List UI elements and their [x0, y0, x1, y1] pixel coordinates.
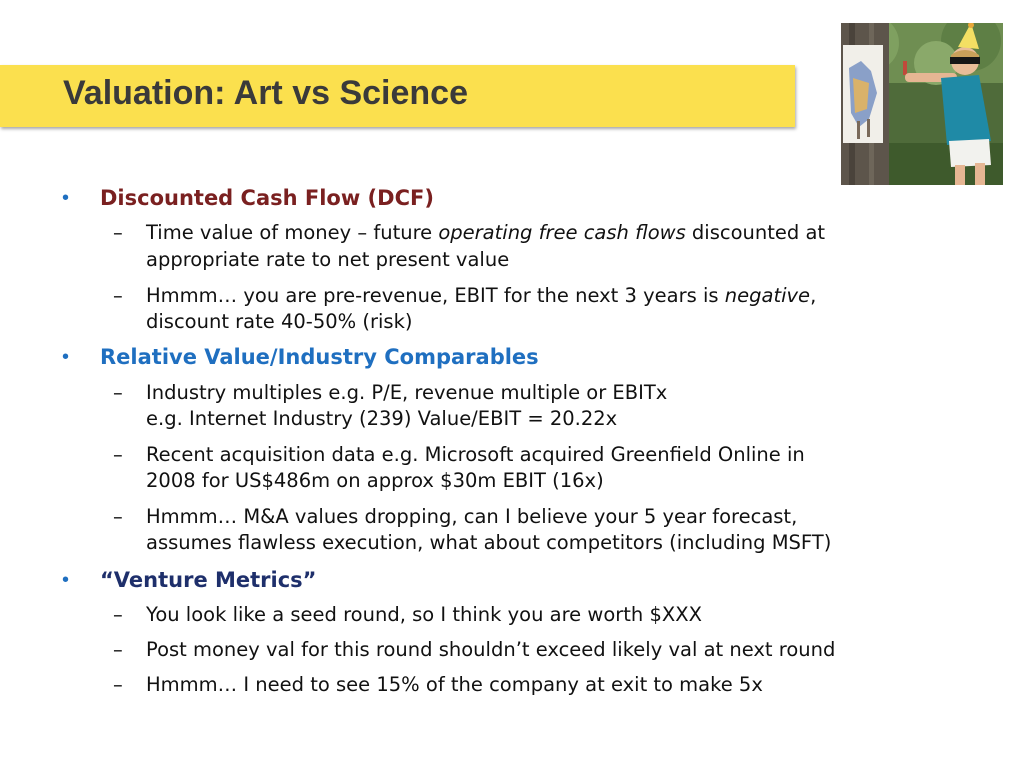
list-item-dcf-2: Hmmm… you are pre-revenue, EBIT for the next 3 years is negative, — [146, 284, 817, 307]
list-item-relative-2-cont: 2008 for US$486m on approx $30m EBIT (16x) — [146, 469, 604, 492]
section-heading-relative-value: Relative Value/Industry Comparables — [100, 345, 539, 369]
list-item-relative-1: Industry multiples e.g. P/E, revenue multiple or EBITx — [146, 381, 668, 404]
list-item-venture-1: You look like a seed round, so I think you are worth $XXX — [146, 603, 702, 626]
bullet-icon: • — [62, 187, 70, 209]
dash-icon: – — [113, 381, 123, 404]
list-item-dcf-1: Time value of money – future operating free cash flows discounted at — [146, 221, 826, 244]
list-item-venture-3: Hmmm… I need to see 15% of the company at exit to make 5x — [146, 673, 763, 696]
dash-icon: – — [113, 638, 123, 661]
list-item-dcf-2-cont: discount rate 40-50% (risk) — [146, 310, 413, 333]
list-item-relative-1-cont: e.g. Internet Industry (239) Value/EBIT = 20.22x — [146, 407, 618, 430]
list-item-venture-2: Post money val for this round shouldn’t exceed likely val at next round — [146, 638, 836, 661]
dash-icon: – — [113, 221, 123, 244]
dash-icon: – — [113, 603, 123, 626]
dash-icon: – — [113, 505, 123, 528]
section-heading-venture-metrics: “Venture Metrics” — [100, 568, 317, 592]
section-heading-dcf: Discounted Cash Flow (DCF) — [100, 186, 434, 210]
list-item-relative-3-cont: assumes flawless execution, what about competitors (including MSFT) — [146, 531, 832, 554]
bullet-icon: • — [62, 346, 70, 368]
dash-icon: – — [113, 673, 123, 696]
dash-icon: – — [113, 443, 123, 466]
list-item-dcf-1-cont: appropriate rate to net present value — [146, 248, 510, 271]
list-item-relative-3: Hmmm… M&A values dropping, can I believe your 5 year forecast, — [146, 505, 798, 528]
slide-title: Valuation: Art vs Science — [63, 74, 468, 112]
bullet-icon: • — [62, 569, 70, 591]
dash-icon: – — [113, 284, 123, 307]
list-item-relative-2: Recent acquisition data e.g. Microsoft acquired Greenfield Online in — [146, 443, 805, 466]
